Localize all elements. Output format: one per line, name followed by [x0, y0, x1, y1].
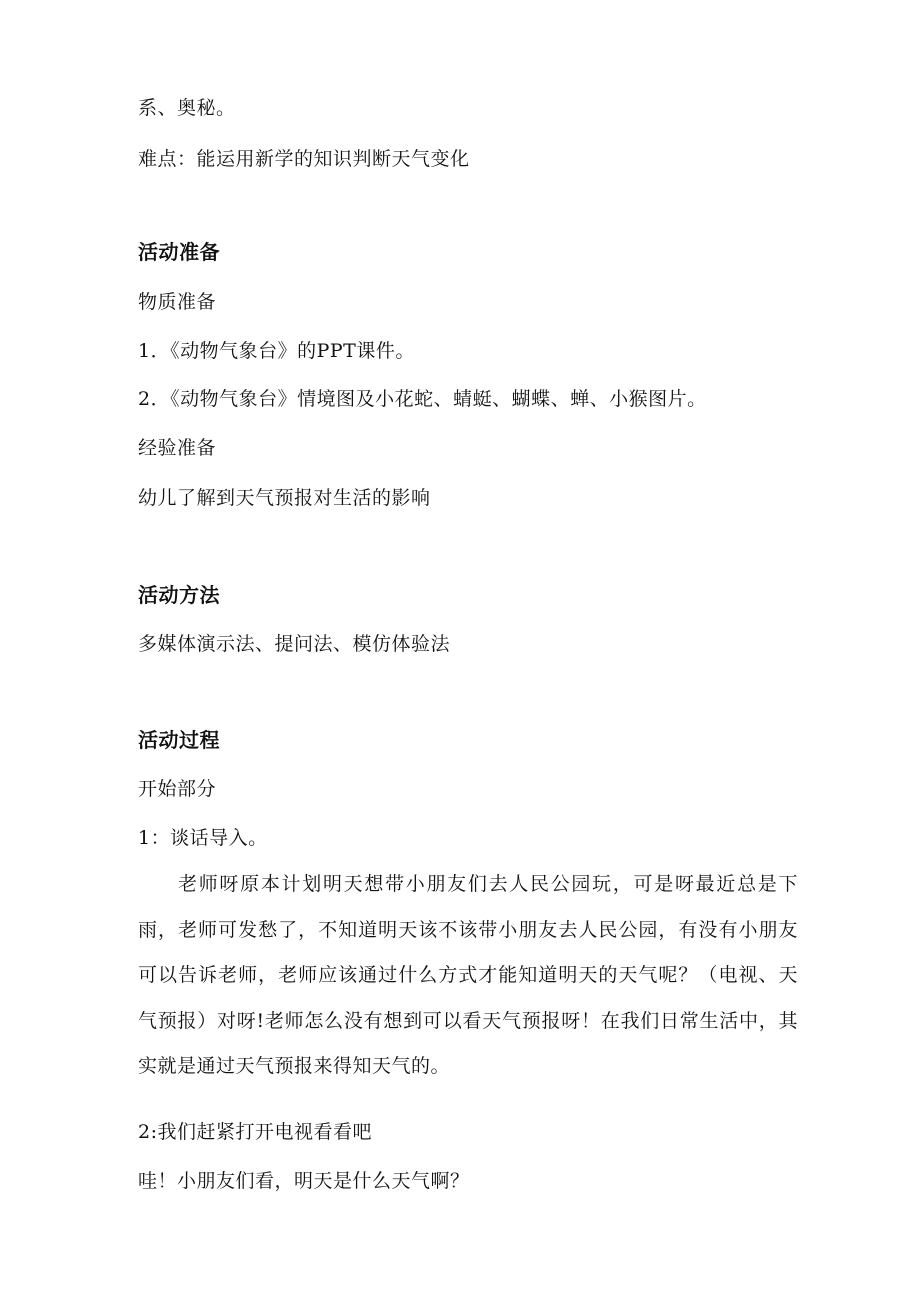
text-line-key-points-end: 系、奥秘。	[138, 97, 236, 119]
text-line-difficulty: 难点：能运用新学的知识判断天气变化	[138, 148, 470, 170]
section-heading-process: 活动过程	[138, 728, 220, 752]
subheading-experience-prep: 经验准备	[138, 437, 217, 459]
section-heading-method: 活动方法	[138, 583, 220, 607]
paragraph-teacher-intro: 老师呀原本计划明天想带小朋友们去人民公园玩，可是呀最近总是下雨，老师可发愁了，不知道明天该不该带小朋友去人民公园，有没有小朋友可以告诉老师，老师应该通过什么方式才能知道明天的天气呢？（电视、天气预报）对呀!老师怎么没有想到可以看天气预报呀！在我们日常生活中，其实就是通过天气预报来得知天气的。	[138, 873, 798, 1077]
subheading-material-prep: 物质准备	[138, 291, 217, 313]
text-line-method: 多媒体演示法、提问法、模仿体验法	[138, 633, 451, 655]
section-heading-preparation: 活动准备	[138, 240, 220, 264]
list-item-pictures: 2．《动物气象台》情境图及小花蛇、蜻蜓、蝴蝶、蝉、小猴图片。	[138, 388, 707, 410]
subheading-start-part: 开始部分	[138, 778, 217, 800]
text-line-experience: 幼儿了解到天气预报对生活的影响	[138, 487, 431, 509]
step-2-label: 2:我们赶紧打开电视看看吧	[138, 1121, 372, 1143]
step-1-label: 1：谈话导入。	[138, 827, 268, 849]
list-item-ppt: 1．《动物气象台》的PPT课件。	[138, 340, 415, 362]
text-line-question: 哇！小朋友们看，明天是什么天气啊？	[138, 1170, 470, 1192]
